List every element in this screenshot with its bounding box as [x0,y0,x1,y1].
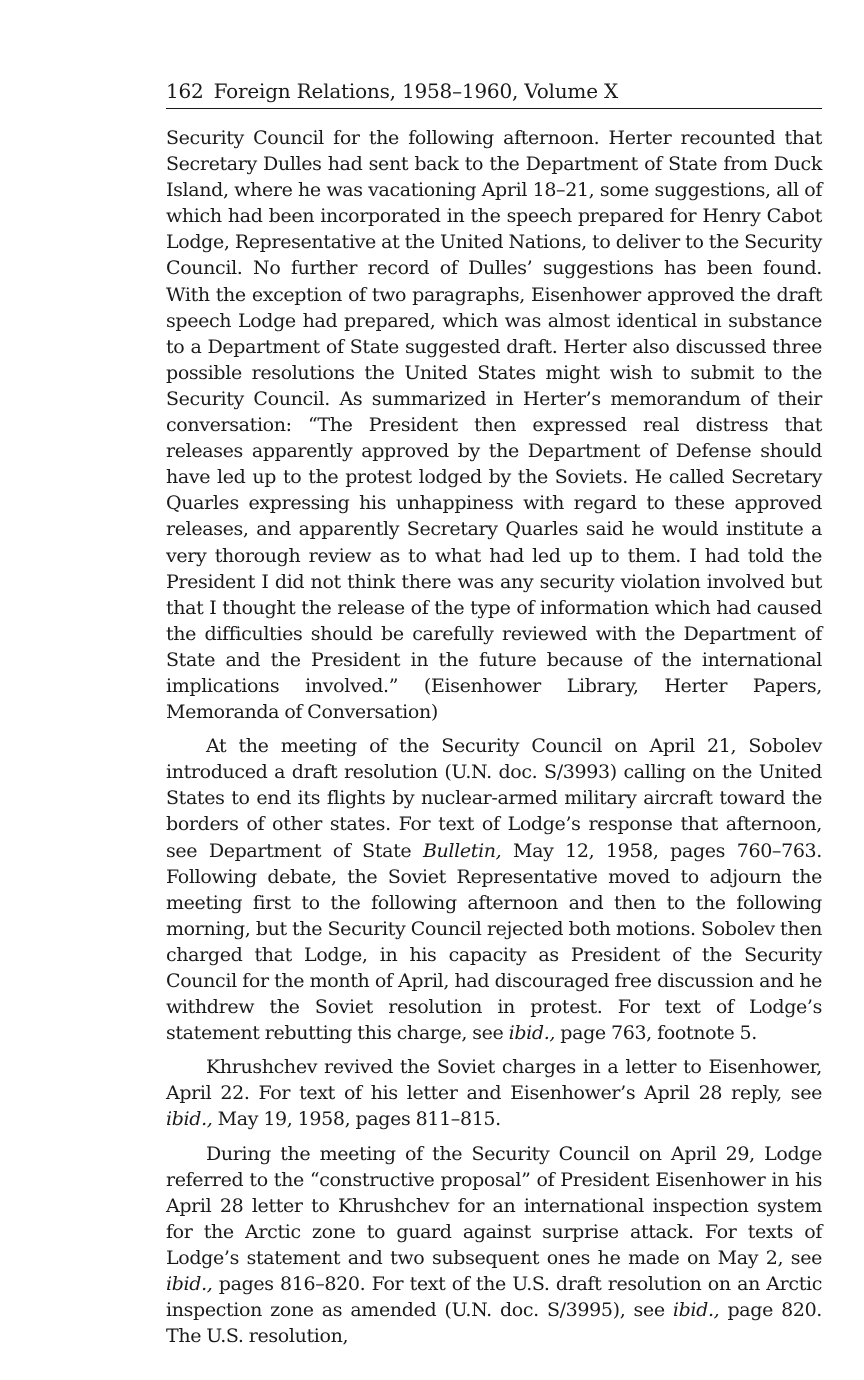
paragraph-segment: At the meeting of the Security Council on April 21, Sobolev introduced a draft resolution (U.N. doc. S/3993) calling on the United States to end its flights by nuclear-armed military aircraft toward the borders of other states. For text of Lodge’s response that afternoon, see Department of State [166,735,822,862]
italic-citation: ibid., [672,1299,720,1322]
paragraph-segment: Security Council for the following afternoon. Herter recounted that Secretary Dulles had sent back to the Department of State from Duck Island, where he was vacationing April 18–21, some suggestions, all of which had been incorporated in the speech prepared for Henry Cabot Lodge, Representative at the United Nations, to deliver to the Security Council. No further record of Dulles’ suggestions has been found. With the exception of two paragraphs, Eisenhower approved the draft speech Lodge had prepared, which was almost identical in substance to a Department of State suggested draft. Herter also discussed three possible resolutions the United States might wish to submit to the Security Council. As summarized in Herter’s memorandum of their conversation: “The President then expressed real distress that releases apparently approved by the Department of Defense should have led up to the protest lodged by the Soviets. He called Secretary Quarles expressing his unhappiness with regard to these approved releases, and apparently Secretary Quarles said he would institute a very thorough review as to what had led up to them. I had told the President I did not think there was any security violation involved but that I thought the release of the type of information which had caused the difficulties should be carefully reviewed with the Department of State and the President in the future because of the international implications involved.” (Eisenhower Library, Herter Papers, Memoranda of Conversation) [166,127,822,724]
paragraph-segment: page 820. The U.S. resolution, [166,1299,822,1348]
paragraph-3 [166,1054,822,1132]
italic-citation: Bulletin, [422,839,502,862]
paragraph-segment: May 12, 1958, pages 760–763. Following debate, the Soviet Representative moved to adjourn the meeting first to the following afternoon and then to the following morning, but the Security Council rejected both motions. Sobolev then charged that Lodge, in his capacity as President of the Security Council for the month of April, had discouraged free discussion and he withdrew the Soviet resolution in protest. For text of Lodge’s statement rebutting this charge, see [166,839,822,1045]
paragraph-segment: During the meeting of the Security Council on April 29, Lodge referred to the “constructive proposal” of President Eisenhower in his April 28 letter to Khrushchev for an international inspection system for the Arctic zone to guard against surprise attack. For texts of Lodge’s statement and two subsequent ones he made on May 2, see [166,1142,822,1269]
paragraph-segment: pages 816–820. For text of the U.S. draft resolution on an Arctic inspection zone as amended (U.N. doc. S/3995), see [166,1273,822,1322]
page-number: 162 [166,79,204,103]
italic-citation: ibid., [166,1108,213,1131]
paragraph-segment: Khrushchev revived the Soviet charges in a letter to Eisenhower, April 22. For text of his letter and Eisenhower’s April 28 reply, see [166,1056,822,1105]
paragraph-segment: May 19, 1958, pages 811–815. [212,1108,501,1131]
paragraph-1 [166,125,822,725]
running-head [166,78,822,109]
paragraph-segment: page 763, footnote 5. [555,1022,757,1045]
paragraph-4 [166,1141,822,1350]
paragraph-2 [166,733,822,1046]
italic-citation: ibid., [166,1273,213,1296]
running-title: Foreign Relations, 1958–1960, Volume X [213,79,619,103]
body-text [166,125,822,1349]
document-page [166,78,822,1357]
italic-citation: ibid., [508,1022,556,1045]
